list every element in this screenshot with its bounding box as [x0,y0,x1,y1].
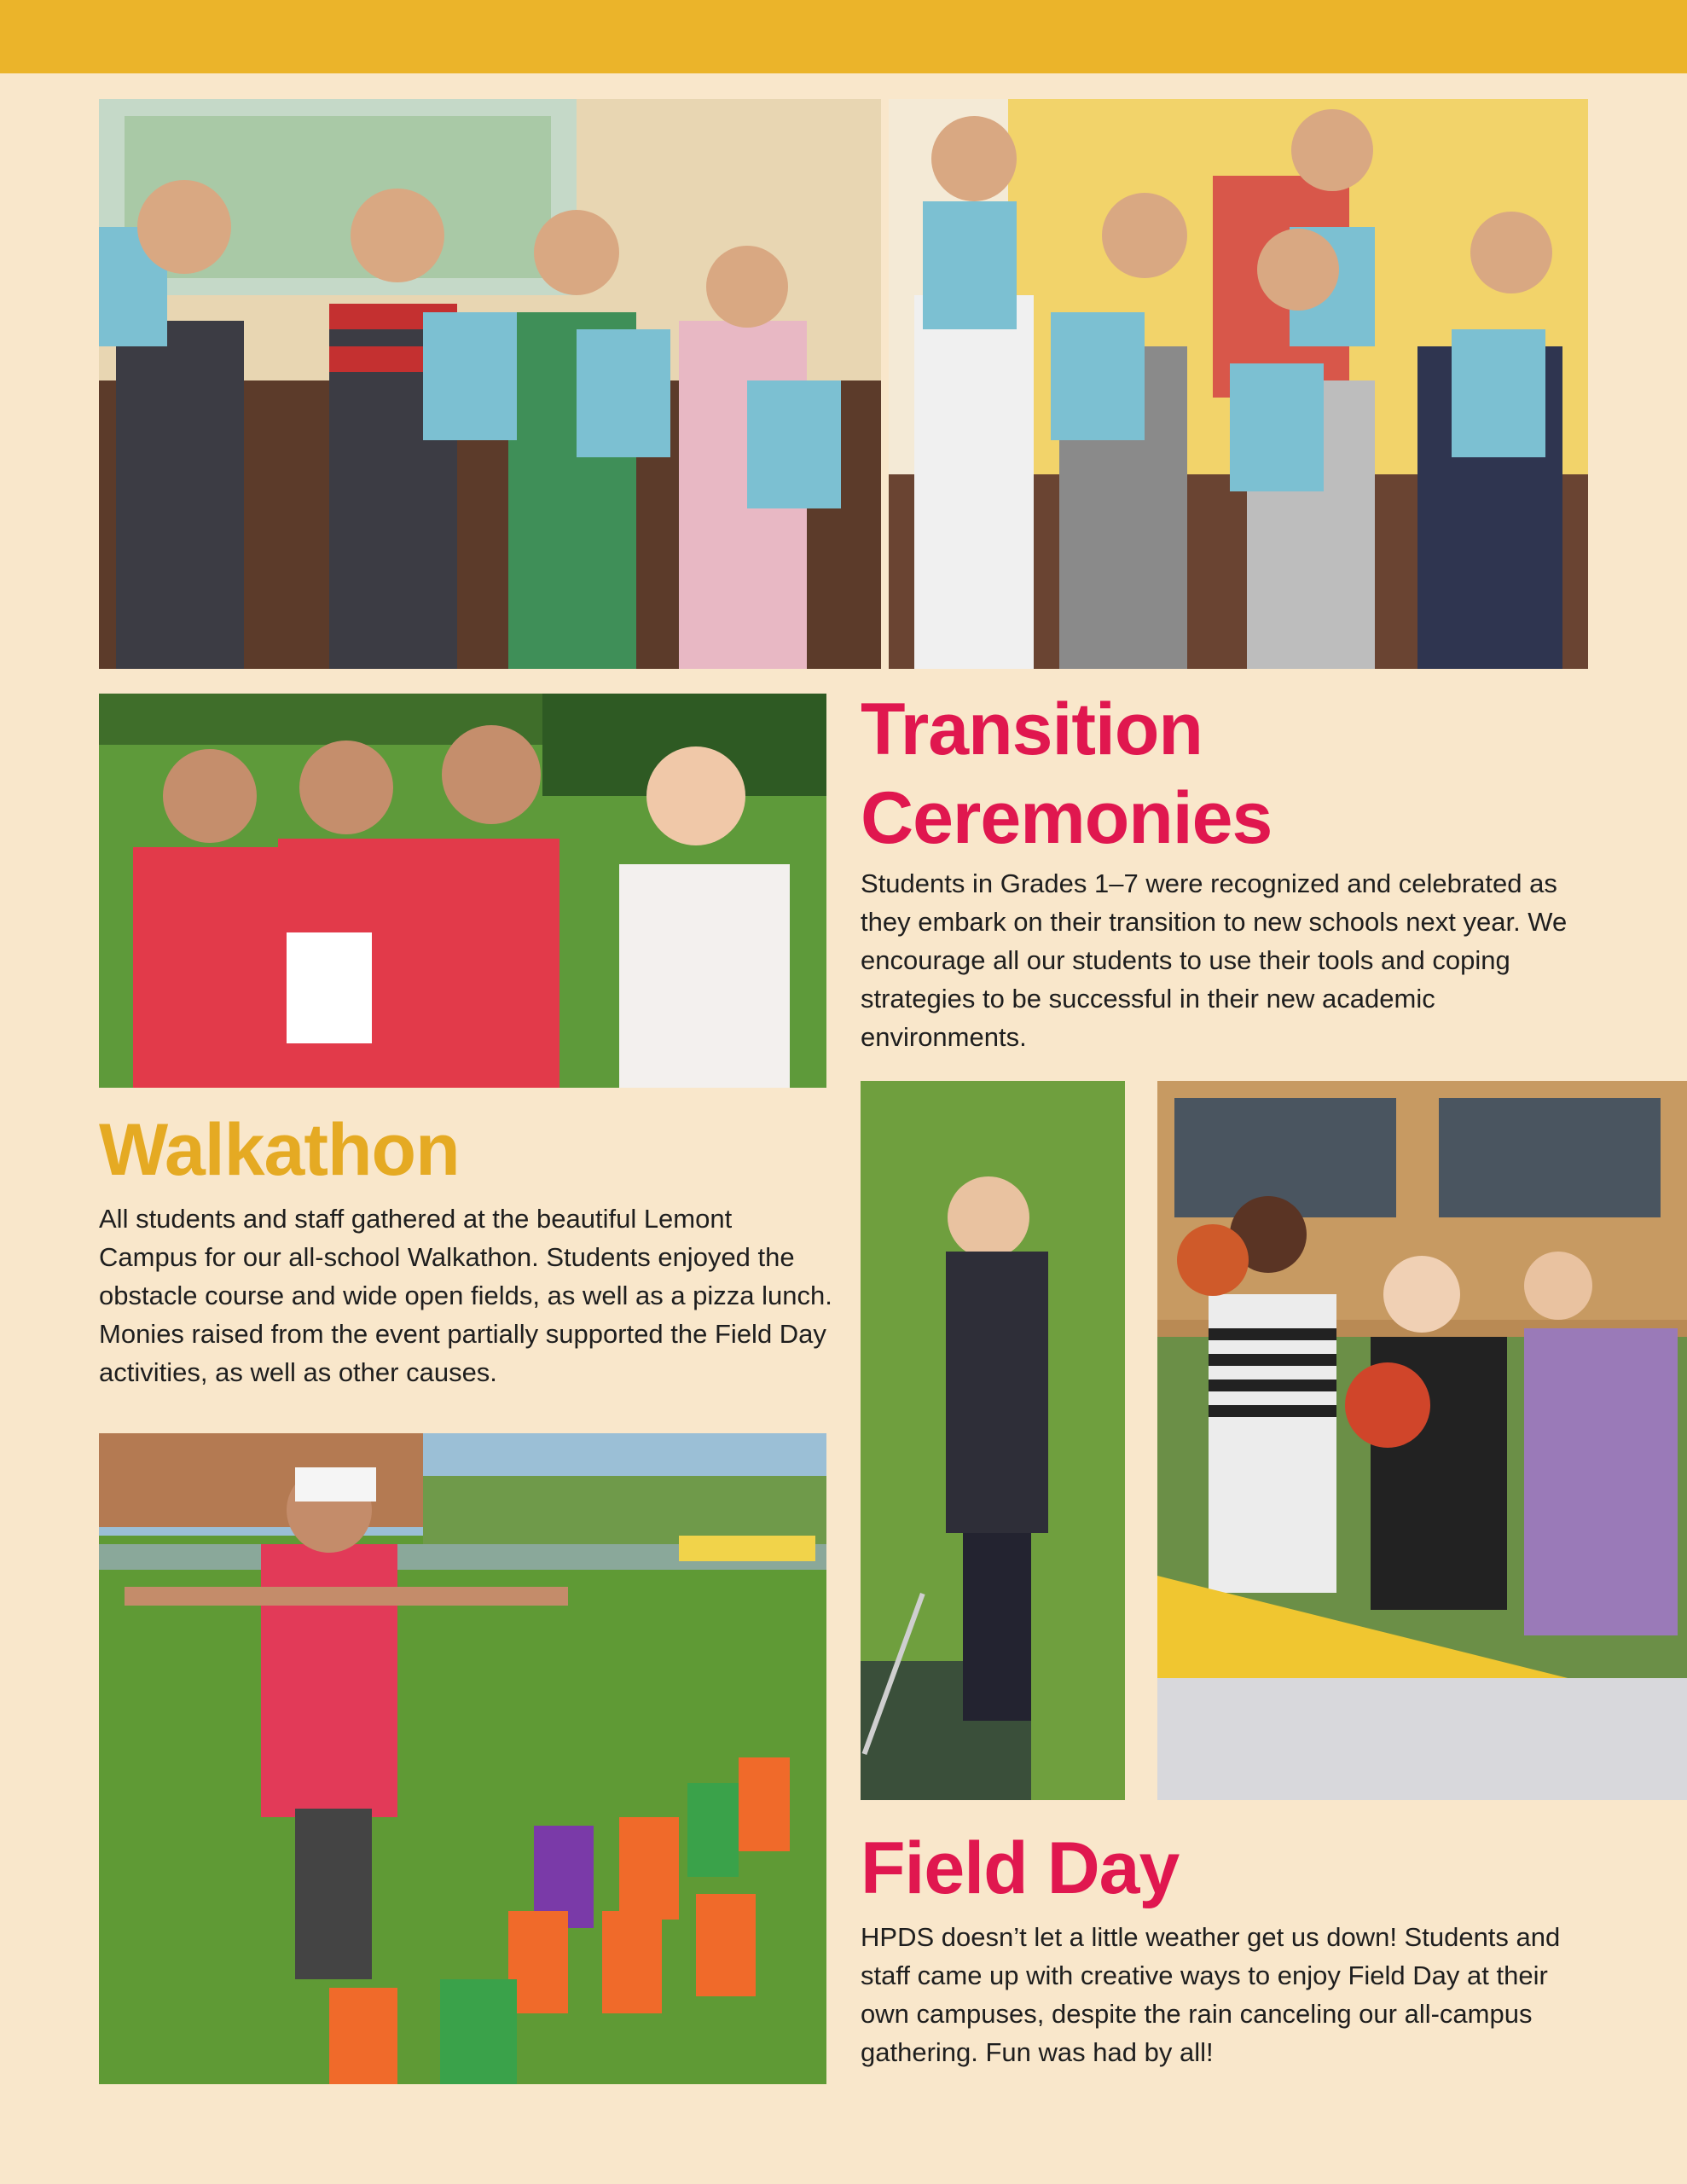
field-day-photo-basketball [1157,1081,1687,1800]
transition-body: Students in Grades 1–7 were recognized and celebrated as they embark on their transition to new schools next year. We encourage all our students to use their tools and coping strategies to be successful in their new academic environments. [861,868,1568,1052]
walkathon-title: Walkathon [99,1109,460,1191]
walkathon-body: All students and staff gathered at the beautiful Lemont Campus for our all-school Walkathon. Students enjoyed the obstacle course and wide open fields, as well as a pizza lunch. Monies raised from the event partially supported the Field Day activities, as well as other causes. [99,1204,832,1387]
transition-title-line1: Transition [861,688,1203,770]
field-day-title: Field Day [861,1827,1180,1909]
transition-photo-left [99,99,881,669]
field-day-photo-golf [861,1081,1125,1800]
header-bar [0,0,1687,73]
field-day-body: HPDS doesn’t let a little weather get us down! Students and staff came up with creative ways to enjoy Field Day at their own campuses, despite the rain canceling our all-campus gathering. Fun was had by all! [861,1922,1561,2067]
transition-title [861,685,1272,863]
walkathon-photo-group [99,694,826,1088]
transition-photo-right [889,99,1588,669]
walkathon-photo-obstacle [99,1433,826,2084]
transition-title-line2: Ceremonies [861,777,1272,859]
